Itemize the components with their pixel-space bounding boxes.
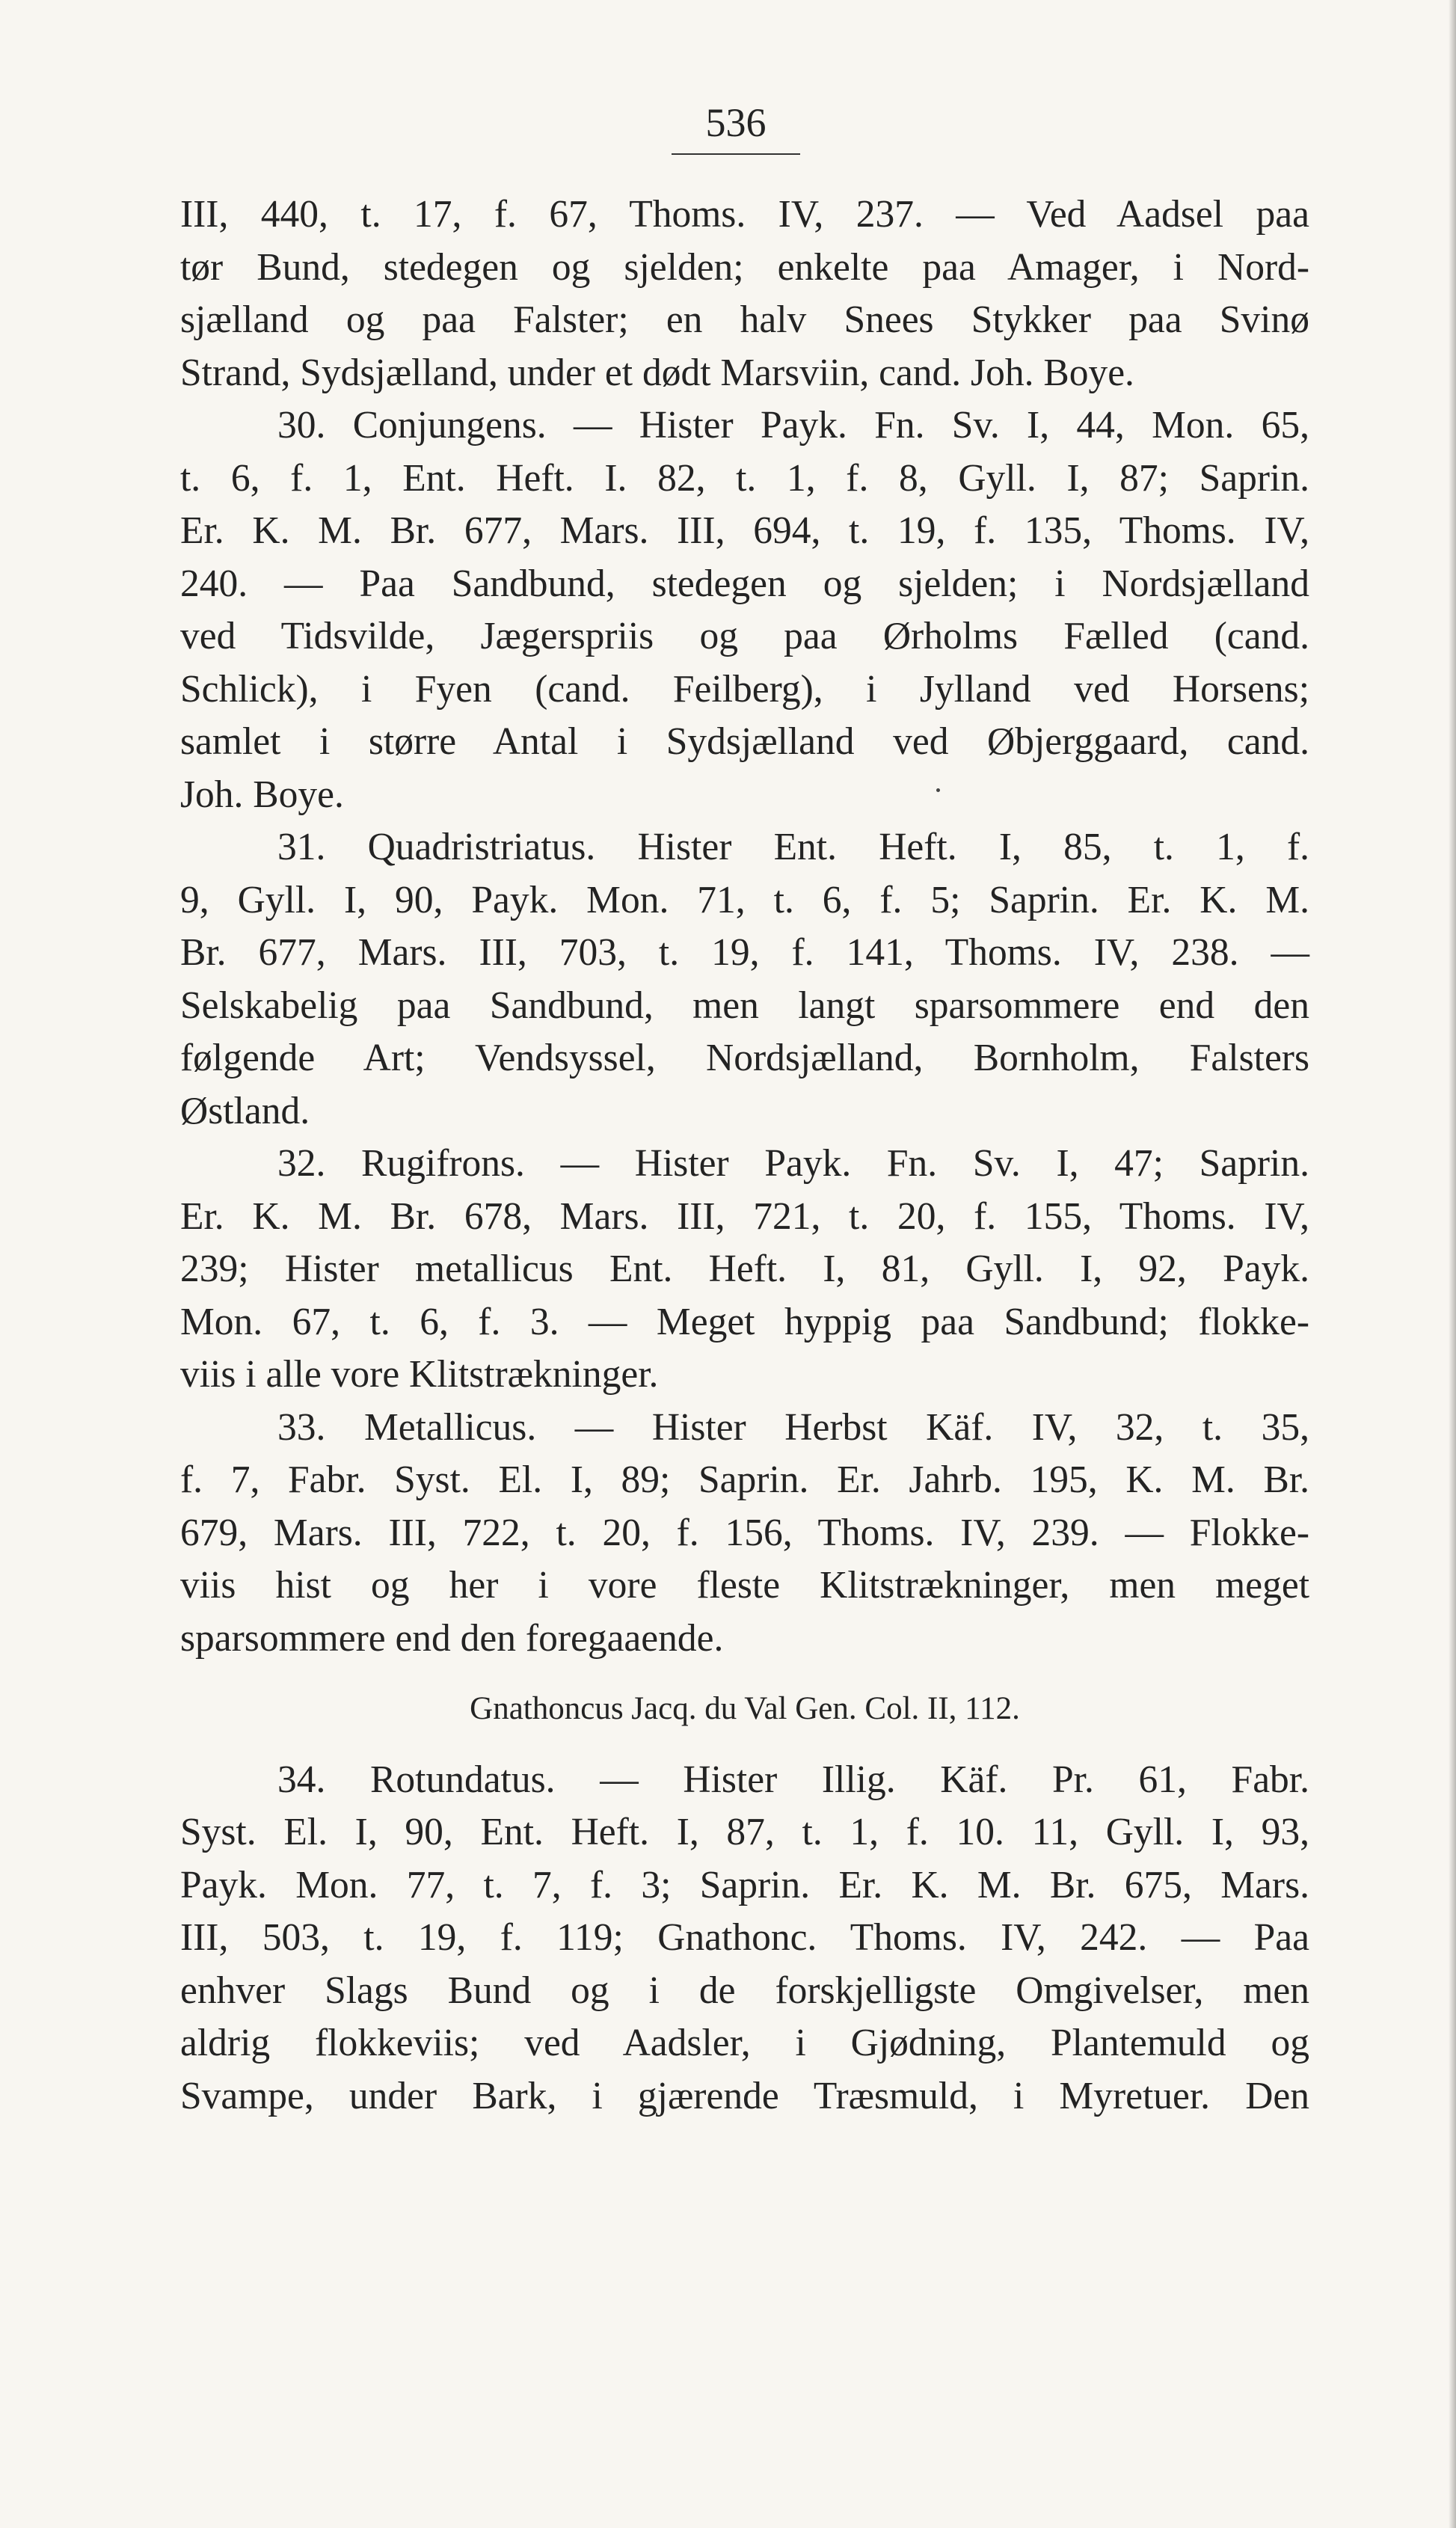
text-line: 33. Metallicus. — Hister Herbst Käf. IV, 32, t. 35, (277, 1405, 1309, 1449)
text-line: viis i alle vore Klitstrækninger. (180, 1353, 659, 1396)
text-line: 31. Quadristriatus. Hister Ent. Heft. I, 85, t. 1, f. (277, 826, 1309, 868)
text-line: 32. Rugifrons. — Hister Payk. Fn. Sv. I, 47; Saprin. (277, 1142, 1309, 1185)
text-line: 240. — Paa Sandbund, stedegen og sjelden; i Nordsjælland (180, 562, 1309, 605)
text-line: 34. Rotundatus. — Hister Illig. Käf. Pr. 61, Fabr. (277, 1758, 1309, 1801)
text-line: sparsommere end den foregaaende. (180, 1616, 724, 1660)
page-edge-shadow (1449, 0, 1456, 2528)
text-line: samlet i større Antal i Sydsjælland ved Øbjerggaard, cand. (180, 720, 1309, 763)
text-line: Joh. Boye. (180, 773, 344, 816)
text-line: Syst. El. I, 90, Ent. Heft. I, 87, t. 1, f. 10. 11, Gyll. I, 93, (180, 1811, 1309, 1853)
text-line: enhver Slags Bund og i de forskjelligste Omgivelser, men (180, 1969, 1309, 2012)
text-line: t. 6, f. 1, Ent. Heft. I. 82, t. 1, f. 8, Gyll. I, 87; Saprin. (180, 456, 1309, 500)
text-line: aldrig flokkeviis; ved Aadsler, i Gjødning, Plantemuld og (180, 2022, 1309, 2064)
text-line: Strand, Sydsjælland, under et dødt Marsviin, cand. Joh. Boye. (180, 351, 1134, 394)
text-line: f. 7, Fabr. Syst. El. I, 89; Saprin. Er. Jahrb. 195, K. M. Br. (180, 1458, 1309, 1501)
page-number-rule (672, 153, 800, 155)
text-line: 239; Hister metallicus Ent. Heft. I, 81, Gyll. I, 92, Payk. (180, 1248, 1309, 1290)
text-line: sjælland og paa Falster; en halv Snees Stykker paa Svinø (180, 298, 1309, 341)
text-line: 30. Conjungens. — Hister Payk. Fn. Sv. I, 44, Mon. 65, (277, 404, 1309, 447)
text-line: tør Bund, stedegen og sjelden; enkelte paa Amager, i Nord- (180, 245, 1309, 289)
body-text (180, 188, 1309, 2123)
text-line: 679, Mars. III, 722, t. 20, f. 156, Thoms. IV, 239. — Flokke- (180, 1511, 1309, 1554)
text-line: III, 440, t. 17, f. 67, Thoms. IV, 237. — Ved Aadsel paa (180, 193, 1309, 236)
text-line: 9, Gyll. I, 90, Payk. Mon. 71, t. 6, f. 5; Saprin. Er. K. M. (180, 878, 1309, 921)
section-heading: Gnathoncus Jacq. du Val Gen. Col. II, 112. (470, 1691, 1020, 1726)
text-line: Østland. (180, 1089, 310, 1132)
text-line: Er. K. M. Br. 677, Mars. III, 694, t. 19, f. 135, Thoms. IV, (180, 509, 1309, 552)
text-line: Selskabelig paa Sandbund, men langt sparsommere end den (180, 984, 1309, 1027)
text-line: Br. 677, Mars. III, 703, t. 19, f. 141, Thoms. IV, 238. — (180, 931, 1309, 974)
text-line: Er. K. M. Br. 678, Mars. III, 721, t. 20, f. 155, Thoms. IV, (180, 1194, 1309, 1238)
text-line: Svampe, under Bark, i gjærende Træsmuld, i Myretuer. Den (180, 2074, 1309, 2117)
text-line: ved Tidsvilde, Jægerspriis og paa Ørholms Fælled (cand. (180, 615, 1309, 657)
text-line: følgende Art; Vendsyssel, Nordsjælland, Bornholm, Falsters (180, 1037, 1309, 1079)
text-line: Schlick), i Fyen (cand. Feilberg), i Jylland ved Horsens; (180, 667, 1309, 711)
text-line: Payk. Mon. 77, t. 7, f. 3; Saprin. Er. K. M. Br. 675, Mars. (180, 1863, 1309, 1906)
text-line: viis hist og her i vore fleste Klitstrækninger, men meget (180, 1564, 1309, 1607)
text-line: Mon. 67, t. 6, f. 3. — Meget hyppig paa Sandbund; flokke- (180, 1300, 1309, 1343)
text-line: III, 503, t. 19, f. 119; Gnathonc. Thoms. IV, 242. — Paa (180, 1916, 1309, 1959)
page-number: 536 (705, 100, 767, 145)
